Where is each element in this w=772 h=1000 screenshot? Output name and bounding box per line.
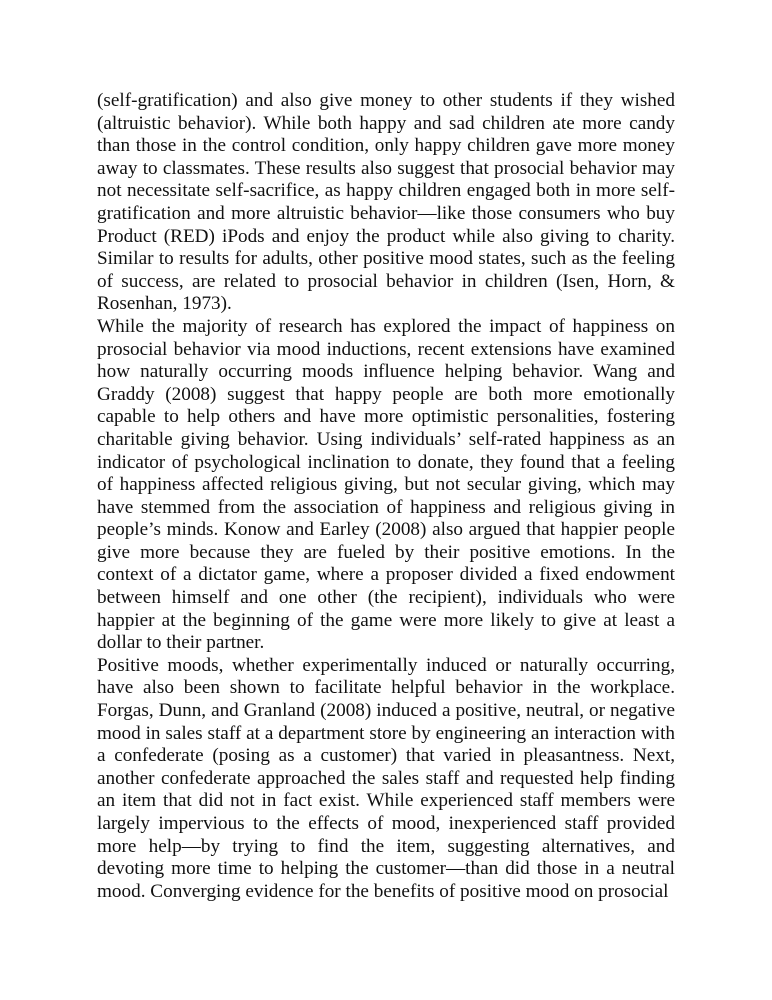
body-text (97, 90, 675, 903)
paragraph-1: (self-gratification) and also give money to other students if they wished (altruistic behavior). While both happy and sad children ate more candy than those in the control condition, only happy children gave more money away to classmates. These results also suggest that prosocial behavior may not necessitate self-sacrifice, as happy children engaged both in more self-gratification and more altruistic behavior—like those consumers who buy Product (RED) iPods and enjoy the product while also giving to charity. Similar to results for adults, other positive mood states, such as the feeling of success, are related to prosocial behavior in children (Isen, Horn, & Rosenhan, 1973). (97, 90, 675, 315)
paragraph-3: Positive moods, whether experimentally induced or naturally occurring, have also been shown to facilitate helpful behavior in the workplace. Forgas, Dunn, and Granland (2008) induced a positive, neutral, or negative mood in sales staff at a department store by engineering an interaction with a confederate (posing as a customer) that varied in pleasantness. Next, another confederate approached the sales staff and requested help finding an item that did not in fact exist. While experienced staff members were largely impervious to the effects of mood, inexperienced staff provided more help—by trying to find the item, suggesting alternatives, and devoting more time to helping the customer—than did those in a neutral mood. Converging evidence for the benefits of positive mood on prosocial (97, 654, 675, 902)
paragraph-2: While the majority of research has explored the impact of happiness on prosocial behavior via mood inductions, recent extensions have examined how naturally occurring moods influence helping behavior. Wang and Graddy (2008) suggest that happy people are both more emotionally capable to help others and have more optimistic personalities, fostering charitable giving behavior. Using individuals’ self-rated happiness as an indicator of psychological inclination to donate, they found that a feeling of happiness affected religious giving, but not secular giving, which may have stemmed from the association of happiness and religious giving in people’s minds. Konow and Earley (2008) also argued that happier people give more because they are fueled by their positive emotions. In the context of a dictator game, where a proposer divided a fixed endowment between himself and one other (the recipient), individuals who were happier at the beginning of the game were more likely to give at least a dollar to their partner. (97, 315, 675, 654)
